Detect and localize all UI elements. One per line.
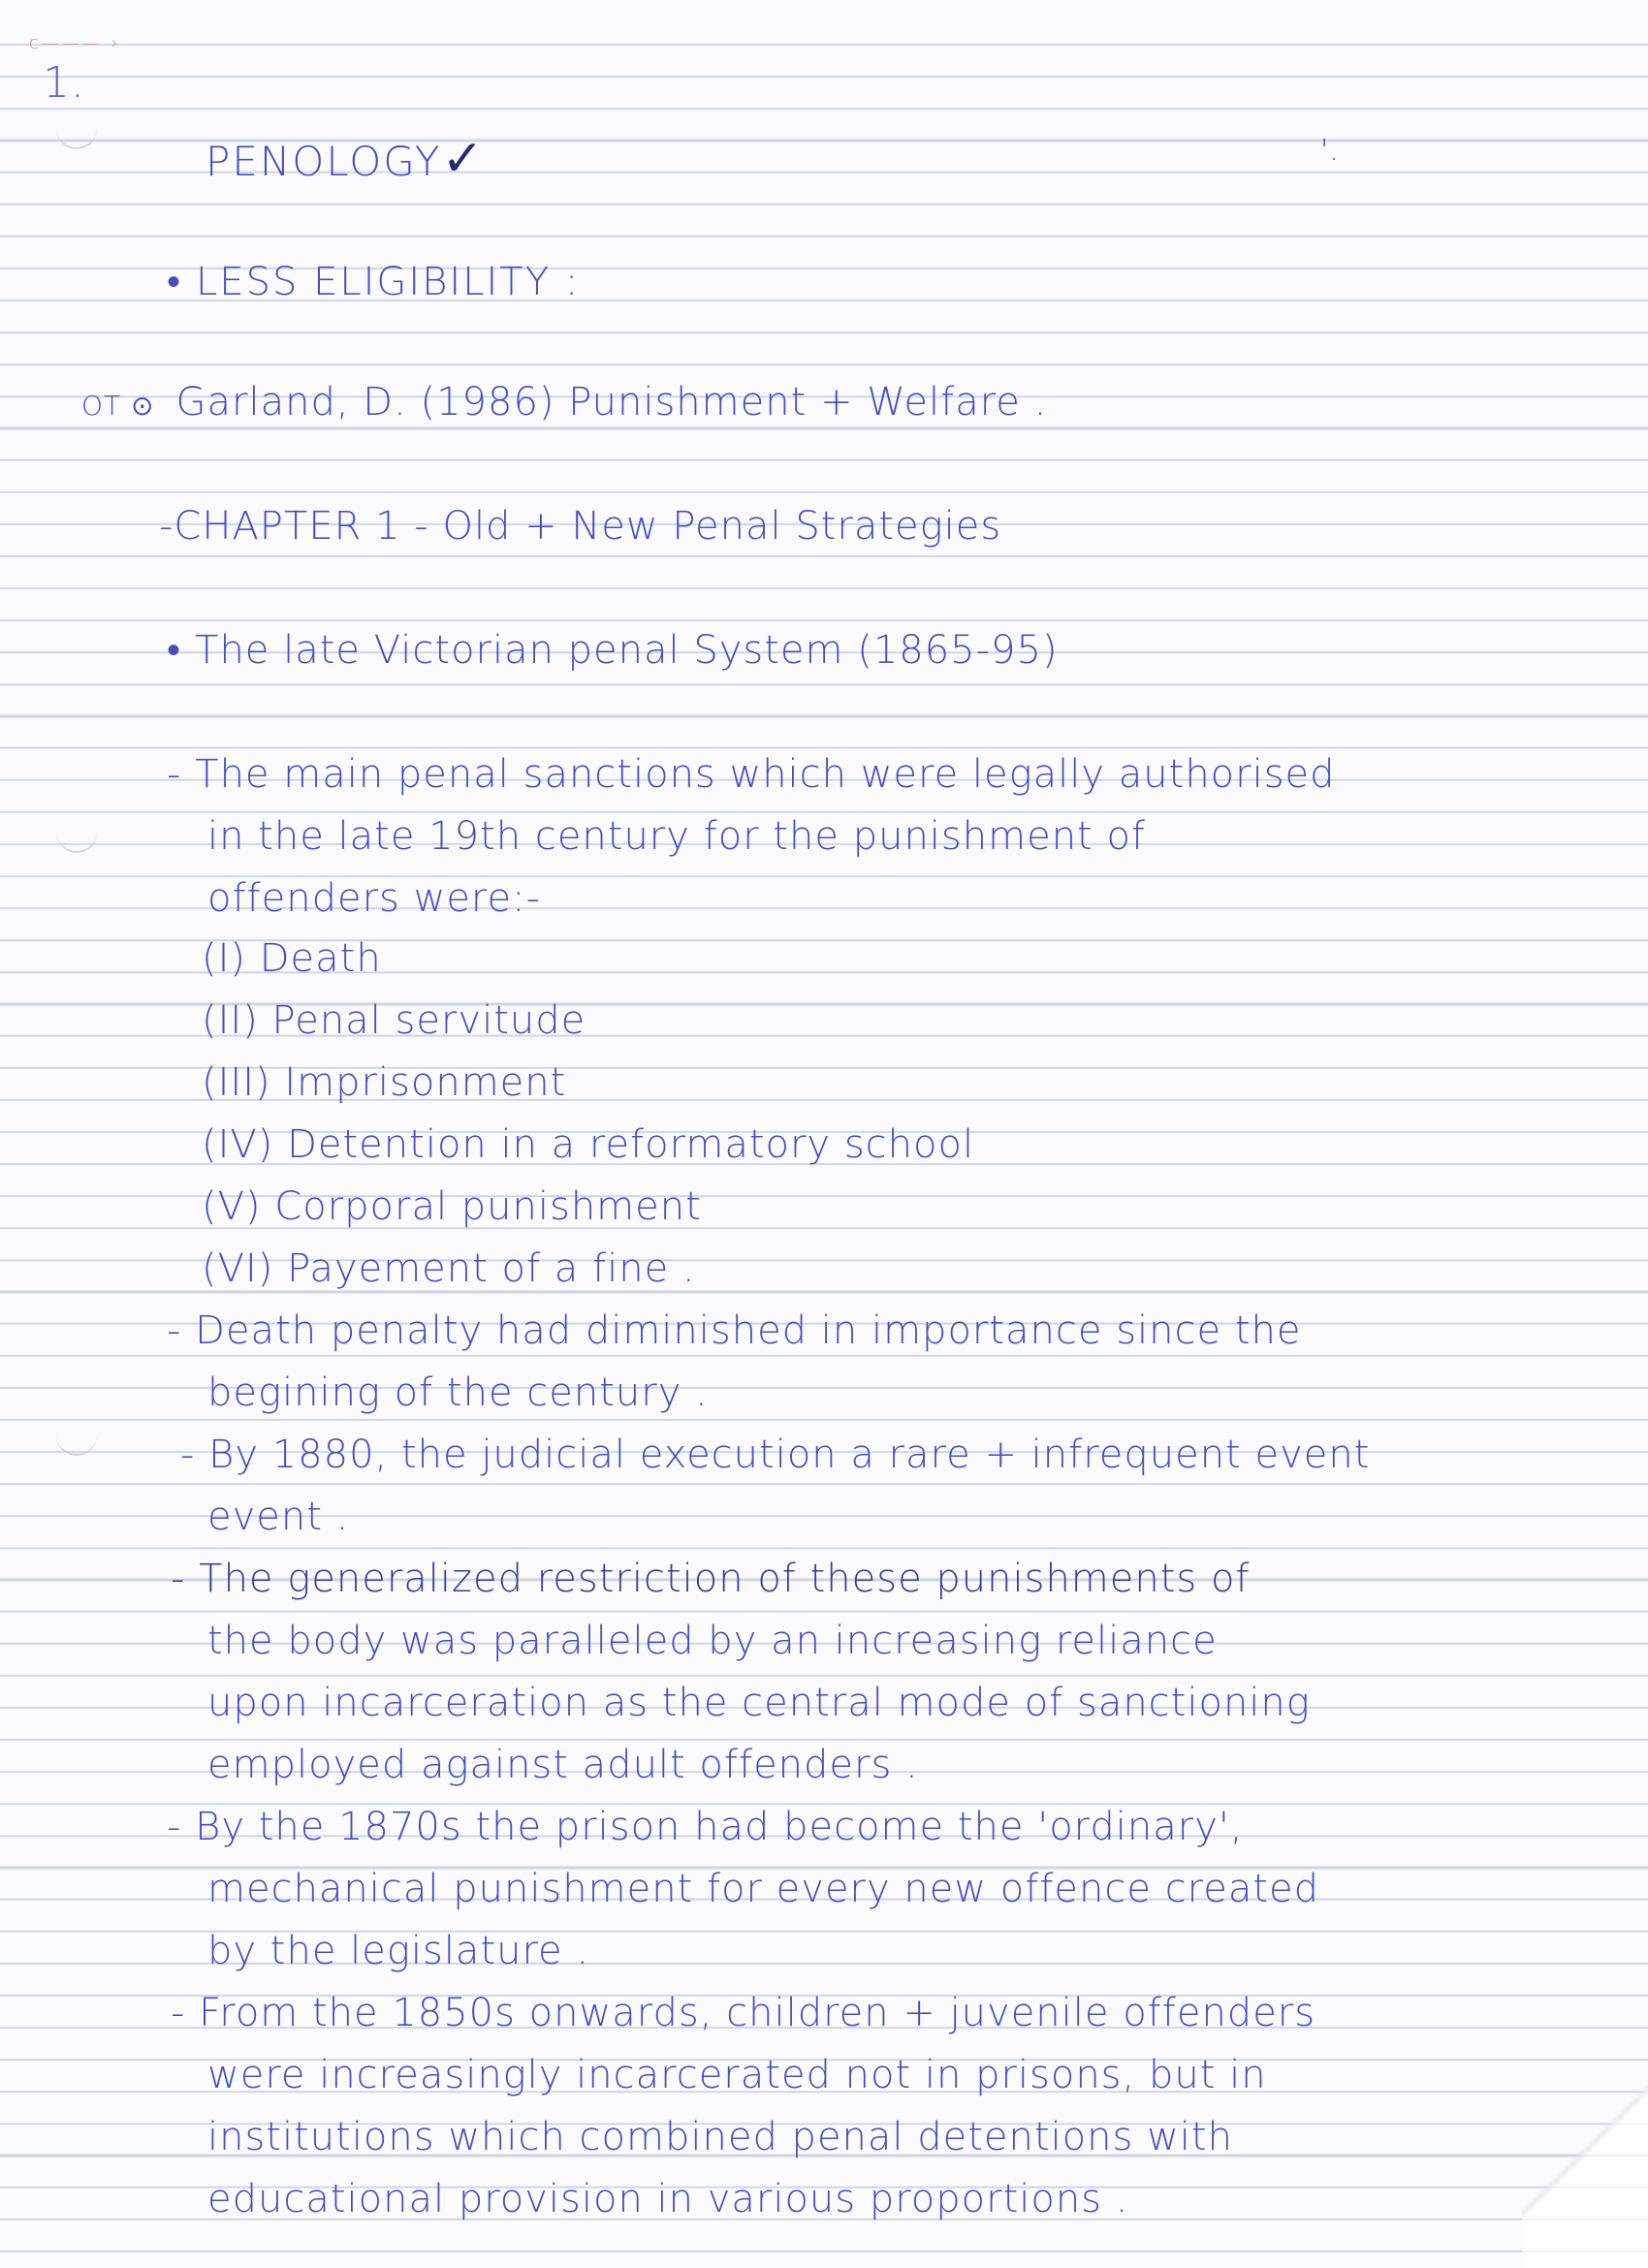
bullet-text: The late Victorian penal System (1865-95)	[195, 628, 1059, 673]
note-line: - By the 1870s the prison had become the 'ordinary',	[167, 1805, 1244, 1849]
note-line: employed against adult offenders .	[207, 1743, 919, 1787]
note-line: educational provision in various proportions .	[207, 2177, 1129, 2221]
bullet-text: LESS ELIGIBILITY :	[196, 260, 581, 304]
check-tick: ✓	[441, 130, 486, 188]
note-line: - Death penalty had diminished in importance since the	[167, 1308, 1302, 1353]
list-item: (III) Imprisonment	[202, 1060, 567, 1105]
list-item: (IV) Detention in a reformatory school	[202, 1122, 975, 1167]
note-line: the body was paralleled by an increasing reliance	[207, 1619, 1218, 1663]
list-item: (VI) Payement of a fine .	[202, 1246, 696, 1291]
note-line: - The generalized restriction of these punishments of	[171, 1557, 1251, 1601]
note-line: begining of the century .	[207, 1370, 709, 1415]
page-title	[206, 130, 486, 188]
list-item: (II) Penal servitude	[202, 998, 586, 1043]
reference-line	[81, 380, 1047, 425]
title-text: PENOLOGY	[206, 138, 442, 185]
list-item: (V) Corporal punishment	[202, 1184, 702, 1229]
binder-hole	[56, 832, 97, 853]
bullet-less-eligibility	[167, 260, 580, 304]
chapter-heading: -CHAPTER 1 - Old + New Penal Strategies	[159, 504, 1002, 549]
note-line: - The main penal sanctions which were legally authorised	[167, 752, 1336, 797]
top-marks: c——— ›	[29, 33, 121, 53]
page-number: 1.	[43, 58, 85, 108]
binder-hole	[56, 128, 97, 149]
note-line: - From the 1850s onwards, children + juvenile offenders	[171, 1991, 1316, 2035]
reference-prefix: OT ⊙	[81, 390, 155, 422]
bullet-icon: •	[167, 628, 182, 673]
note-line: - By 1880, the judicial execution a rare + infrequent event	[180, 1433, 1371, 1477]
note-line: mechanical punishment for every new offence created	[207, 1867, 1320, 1911]
corner-mark: '.	[1320, 134, 1340, 168]
binder-hole	[56, 1434, 97, 1456]
note-line: institutions which combined penal detentions with	[207, 2115, 1233, 2159]
bullet-victorian-system	[167, 628, 1059, 673]
page-corner	[1522, 2035, 1648, 2268]
reference-text: Garland, D. (1986) Punishment + Welfare .	[175, 380, 1048, 425]
note-line: by the legislature .	[207, 1929, 590, 1973]
list-item: (I) Death	[202, 936, 382, 981]
note-line: were increasingly incarcerated not in prisons, but in	[207, 2053, 1267, 2097]
note-line: upon incarceration as the central mode of sanctioning	[207, 1681, 1311, 1725]
bullet-icon: •	[167, 260, 183, 304]
note-line: in the late 19th century for the punishment of	[207, 814, 1146, 859]
note-line: event .	[207, 1495, 350, 1539]
note-line: offenders were:-	[207, 876, 542, 921]
